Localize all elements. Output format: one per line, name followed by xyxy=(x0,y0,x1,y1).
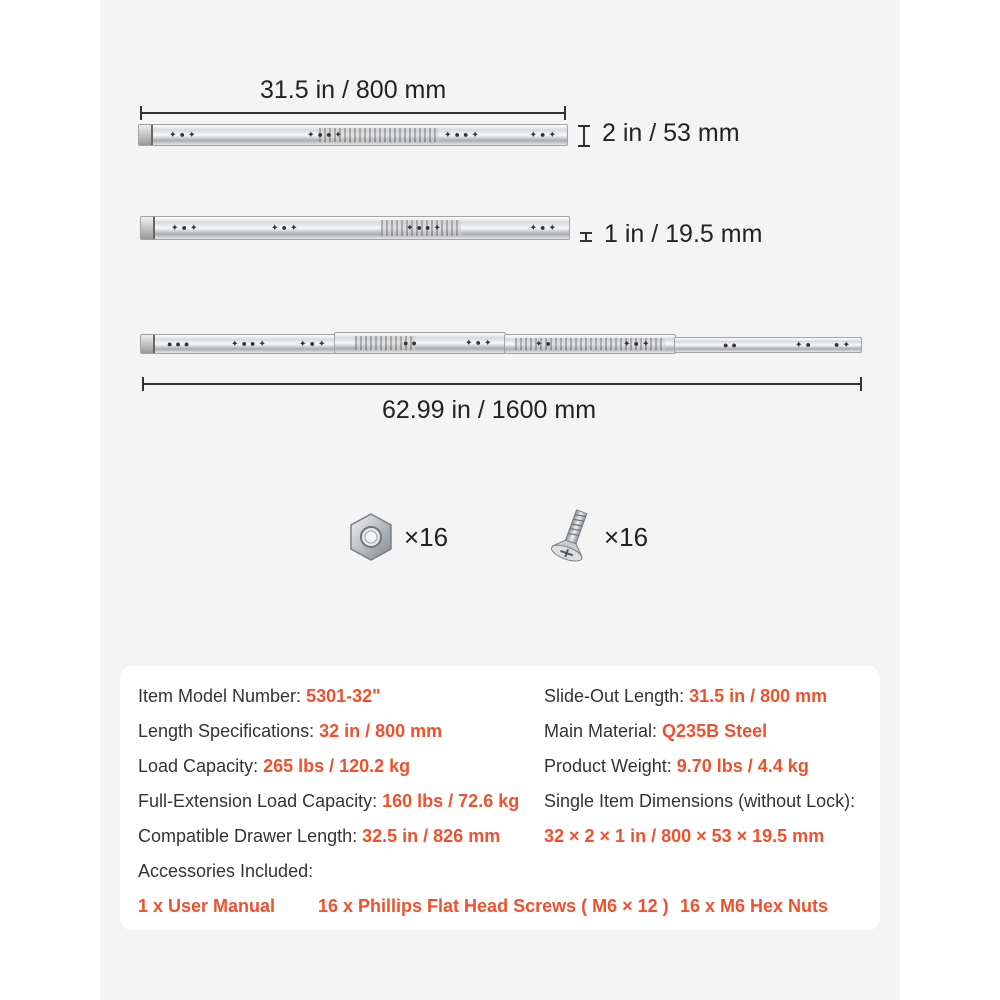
spec-slide-out-length xyxy=(544,686,827,707)
spec-value: 160 lbs / 72.6 kg xyxy=(382,791,520,811)
spec-value: 31.5 in / 800 mm xyxy=(689,686,828,706)
spec-label: Slide-Out Length: xyxy=(544,686,690,706)
spec-label: Length Specifications: xyxy=(138,721,320,741)
slide-rail-outer-section xyxy=(140,334,340,354)
spec-value: 265 lbs / 120.2 kg xyxy=(263,756,411,776)
mount-holes-icon: ✦●✦ xyxy=(169,129,199,140)
flat-head-screw-icon xyxy=(550,508,594,566)
mount-holes-icon: ✦●✦ xyxy=(465,337,495,348)
mount-holes-icon: ✦● xyxy=(795,339,814,350)
spec-value: 32 × 2 × 1 in / 800 × 53 × 19.5 mm xyxy=(544,826,825,846)
extended-tick-left xyxy=(142,377,144,391)
specifications-card xyxy=(120,666,880,930)
spec-value: Q235B Steel xyxy=(662,721,768,741)
rail-end-cap xyxy=(141,217,155,239)
mount-holes-icon: ✦●✦ xyxy=(529,222,559,233)
length-label: 31.5 in / 800 mm xyxy=(260,76,447,104)
extended-length-label: 62.99 in / 1600 mm xyxy=(382,396,597,424)
spec-material xyxy=(544,721,767,742)
thickness-label: 1 in / 19.5 mm xyxy=(604,220,763,248)
slide-rail-inner-section xyxy=(674,337,862,353)
height-bracket-top xyxy=(578,125,590,127)
mount-holes-icon: ✦●●✦ xyxy=(231,338,269,349)
slide-rail-middle-section xyxy=(334,332,506,354)
height-bracket xyxy=(583,125,585,147)
rail-end-cap xyxy=(139,125,153,145)
extended-dimension-line xyxy=(142,383,862,385)
mount-holes-icon: ✦●✦ xyxy=(623,338,653,349)
mount-holes-icon: ✦●●✦ xyxy=(307,129,345,140)
rail-end-cap xyxy=(141,335,155,353)
spec-label: Main Material: xyxy=(544,721,663,741)
spec-load-capacity xyxy=(138,756,410,777)
spec-full-extension-load xyxy=(138,791,519,812)
mount-holes-icon: ✦●✦ xyxy=(299,338,329,349)
extended-tick-right xyxy=(860,377,862,391)
mount-holes-icon: ●✦ xyxy=(834,339,853,350)
accessory-screws: 16 x Phillips Flat Head Screws ( M6 × 12 ) xyxy=(318,896,669,916)
spec-length xyxy=(138,721,442,742)
slide-rail-inner-section-ball-cage xyxy=(504,334,676,354)
spec-label: Item Model Number: xyxy=(138,686,307,706)
mount-holes-icon: ●● xyxy=(723,340,740,350)
mount-holes-icon: ✦●●✦ xyxy=(444,129,482,140)
hex-nut-count: ×16 xyxy=(404,521,449,552)
height-bracket-bottom xyxy=(578,145,590,147)
length-dimension-line xyxy=(140,112,566,114)
spec-value: 9.70 lbs / 4.4 kg xyxy=(676,756,809,776)
hex-nut-accessory xyxy=(348,512,448,562)
mount-holes-icon: ✦●●✦ xyxy=(406,222,444,233)
spec-dimensions-label xyxy=(544,791,855,812)
hex-nut-icon xyxy=(348,512,394,562)
length-tick-right xyxy=(564,106,566,120)
mount-holes-icon: ●● xyxy=(403,338,420,348)
spec-weight xyxy=(544,756,809,777)
accessories-included-label: Accessories Included: xyxy=(138,861,314,881)
slide-rail-side-view xyxy=(138,124,568,146)
spec-label: Compatible Drawer Length: xyxy=(138,826,363,846)
mount-holes-icon: ✦●✦ xyxy=(271,222,301,233)
mount-holes-icon: ✦●✦ xyxy=(171,222,201,233)
thickness-bracket xyxy=(585,232,587,240)
spec-label: Single Item Dimensions (without Lock): xyxy=(544,791,856,811)
spec-value: 32.5 in / 826 mm xyxy=(362,826,501,846)
product-spec-page xyxy=(100,0,900,1000)
screw-count: ×16 xyxy=(604,521,649,552)
spec-label: Load Capacity: xyxy=(138,756,264,776)
spec-value: 32 in / 800 mm xyxy=(319,721,443,741)
spec-drawer-length xyxy=(138,826,500,847)
spec-label: Full-Extension Load Capacity: xyxy=(138,791,383,811)
thickness-bracket-bottom xyxy=(580,240,592,242)
spec-label: Product Weight: xyxy=(544,756,677,776)
mount-holes-icon: ●●● xyxy=(167,339,193,349)
screw-accessory xyxy=(550,508,648,566)
mount-holes-icon: ✦●✦ xyxy=(529,129,559,140)
slide-rail-top-view xyxy=(140,216,570,240)
spec-dimensions-value xyxy=(544,826,824,847)
accessory-hex-nuts: 16 x M6 Hex Nuts xyxy=(680,896,829,916)
length-tick-left xyxy=(140,106,142,120)
mount-holes-icon: ✦● xyxy=(535,338,554,349)
spec-model-number xyxy=(138,686,381,707)
spec-value: 5301-32" xyxy=(306,686,381,706)
accessory-user-manual: 1 x User Manual xyxy=(138,896,276,916)
height-label: 2 in / 53 mm xyxy=(602,119,740,147)
